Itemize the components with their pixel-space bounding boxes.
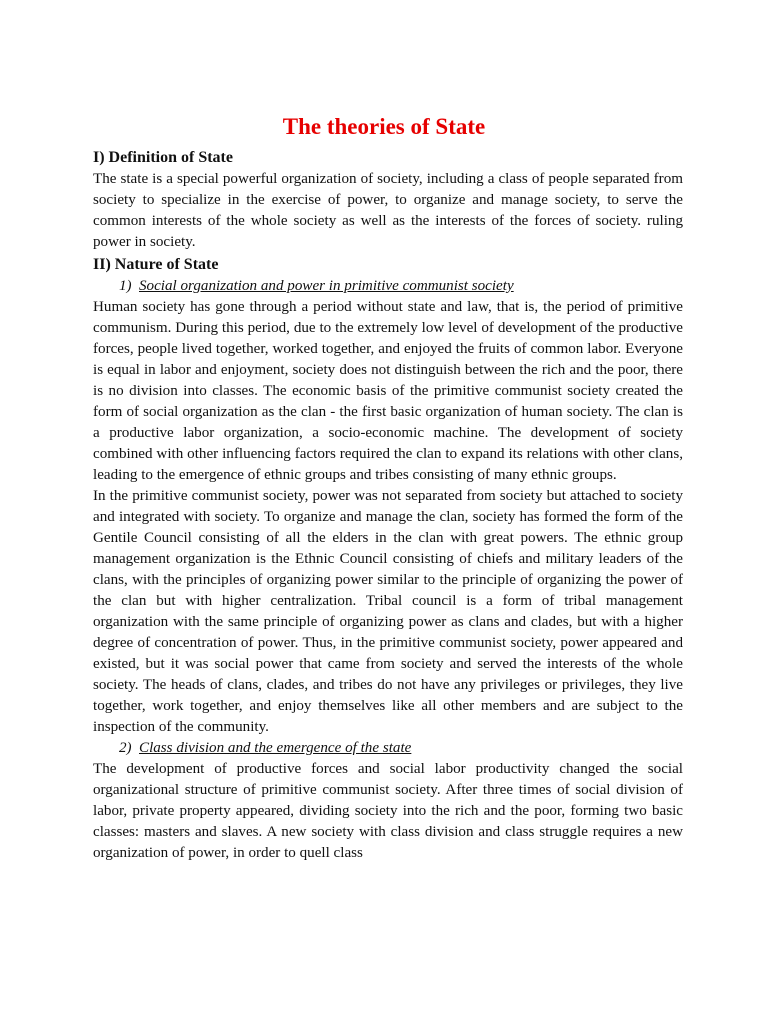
subheading-number: 2) bbox=[119, 740, 132, 756]
body-paragraph: The development of productive forces and social labor productivity changed the social organizational structure of primitive communist society. After three times of social division of labor, private property appeared, dividing society into the rich and the poor, forming two basic classes: masters and slaves. A new society with class division and class struggle requires a new organization of power, in order to quell class bbox=[93, 761, 683, 861]
subheading-class-division bbox=[119, 738, 683, 759]
subheading-primitive-society bbox=[119, 276, 683, 297]
definition-paragraph: The state is a special powerful organization of society, including a class of people separated from society to specialize in the exercise of power, to organize and manage society, to serve the common interests of the whole society as well as the interests of the forces of society. ruling power in society. bbox=[93, 171, 683, 250]
subheading-text: Social organization and power in primitive communist society bbox=[139, 278, 514, 294]
body-paragraph: In the primitive communist society, power was not separated from society but attached to society and integrated with society. To organize and manage the clan, society has formed the form of the Gentile Council consisting of all the elders in the clan with great powers. The ethnic group management organization is the Ethnic Council consisting of chiefs and military leaders of the clans, with the principles of organizing power similar to the principle of organizing the power of the clan but with higher centralization. Tribal council is a form of tribal management organization with the same principle of organizing power as clans and clades, but with a higher degree of concentration of power. Thus, in the primitive communist society, power appeared and existed, but it was social power that came from society and served the interests of the whole society. The heads of clans, clades, and tribes do not have any privileges or privileges, they live together, work together, and enjoy themselves like all other members and are subject to the inspection of the community. bbox=[93, 488, 683, 735]
document-title: The theories of State bbox=[282, 114, 486, 139]
subheading-text: Class division and the emergence of the state bbox=[139, 740, 412, 756]
section-heading-definition: I) Definition of State bbox=[93, 149, 233, 166]
body-paragraph: Human society has gone through a period without state and law, that is, the period of primitive communism. During this period, due to the extremely low level of development of the productive forces, people lived together, worked together, and enjoyed the fruits of common labor. Everyone is equal in labor and enjoyment, society does not distinguish between the rich and the poor, there is no division into classes. The economic basis of the primitive communist society created the form of social organization as the clan - the first basic organization of human society. The clan is a productive labor organization, a socio-economic machine. The development of society combined with other influencing factors required the clan to expand its relations with other clans, leading to the emergence of ethnic groups and tribes consisting of many ethnic groups. bbox=[93, 299, 683, 483]
section-heading-nature: II) Nature of State bbox=[93, 256, 219, 273]
document-body bbox=[93, 146, 683, 864]
subheading-number: 1) bbox=[119, 278, 132, 294]
